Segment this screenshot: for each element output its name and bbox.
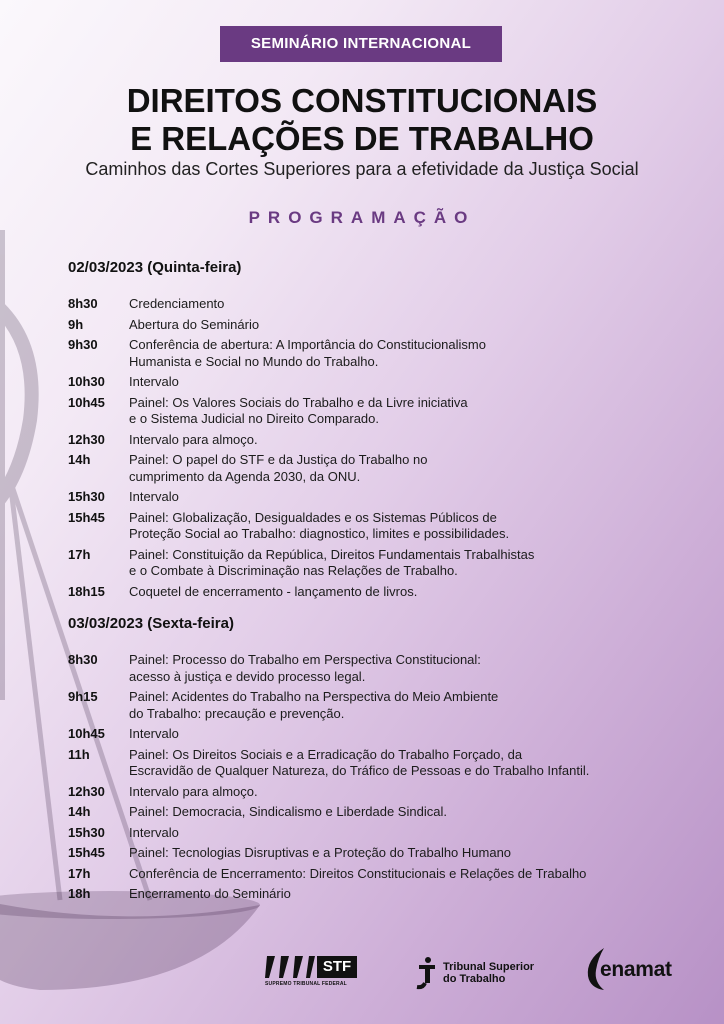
schedule-time: 10h45 [68,394,105,410]
schedule-time: 15h30 [68,489,105,504]
desc-line: Humanista e Social no Mundo do Trabalho. [129,353,379,369]
schedule-desc [129,726,668,743]
desc-line: Encerramento do Seminário [129,886,291,901]
desc-line: Painel: Constituição da República, Direitos Fundamentais Trabalhistas [129,546,535,562]
schedule-time: 17h [68,546,91,562]
section-heading: PROGRAMAÇÃO [248,208,476,227]
stf-caption: SUPREMO TRIBUNAL FEDERAL [265,981,347,987]
enamat-logo [584,946,694,994]
schedule-row [68,452,668,485]
tst-line-1: Tribunal Superior [443,961,535,973]
schedule-time: 9h [68,316,84,332]
title-line-1: DIREITOS CONSTITUCIONAIS [126,82,598,119]
schedule-row [68,825,668,842]
schedule-row [68,489,668,506]
schedule-desc [129,804,668,821]
schedule-time: 10h45 [68,726,105,741]
schedule-row [68,747,668,780]
schedule-time: 11h [68,746,90,762]
enamat-wordmark: enamat [600,958,672,981]
schedule-row [68,784,668,801]
desc-line: Conferência de abertura: A Importância do Constitucionalismo [129,337,486,352]
desc-line: Escravidão de Qualquer Natureza, do Tráfico de Pessoas e do Trabalho Infantil. [129,763,590,778]
schedule-row [68,804,668,821]
schedule-row [68,547,668,580]
schedule-row [68,886,668,903]
desc-line: Painel: Democracia, Sindicalismo e Liberdade Sindical. [129,804,447,819]
desc-line: Painel: Acidentes do Trabalho na Perspectiva do Meio Ambiente [129,689,499,704]
day-date: 02/03/2023 (Quinta-feira) [68,259,242,276]
desc-line: Coquetel de encerramento - lançamento de livros. [129,583,418,599]
schedule-desc [129,296,668,313]
desc-line: e o Combate à Discriminação nas Relações de Trabalho. [129,563,458,578]
schedule-desc [129,510,668,543]
stf-mark-text: STF [317,956,357,978]
desc-line: Intervalo para almoço. [129,783,258,799]
stf-mark [265,956,357,978]
schedule-desc [129,337,668,370]
schedule-time: 15h45 [68,845,105,860]
schedule-desc [129,784,668,801]
page-title [0,82,724,158]
desc-line: Painel: Os Valores Sociais do Trabalho e da Livre iniciativa [129,394,468,410]
tst-logo [415,956,534,990]
day-block-1 [68,259,668,604]
desc-line: Intervalo para almoço. [129,431,258,447]
desc-line: Proteção Social ao Trabalho: diagnostico, limites e possibilidades. [129,526,510,541]
desc-line: Intervalo [129,374,179,389]
desc-line: e o Sistema Judicial no Direito Comparado. [129,411,380,426]
schedule-time: 10h30 [68,374,105,389]
desc-line: Painel: Globalização, Desigualdades e os Sistemas Públicos de [129,509,497,525]
event-badge: SEMINÁRIO INTERNACIONAL [220,26,502,62]
desc-line: acesso à justiça e devido processo legal. [129,668,366,684]
schedule-desc [129,432,668,449]
schedule-row [68,689,668,722]
desc-line: Credenciamento [129,296,225,311]
schedule-row [68,845,668,862]
schedule-time: 14h [68,452,91,467]
schedule-row [68,584,668,601]
schedule-desc [129,452,668,485]
schedule-time: 14h [68,804,91,819]
desc-line: Painel: O papel do STF e da Justiça do Trabalho no [129,452,428,467]
desc-line: Intervalo [129,824,179,840]
schedule-desc [129,652,668,685]
tst-name [443,961,534,985]
schedule-time: 18h [68,886,91,901]
schedule-desc [129,825,668,842]
day-date: 03/03/2023 (Sexta-feira) [68,615,234,632]
desc-line: Painel: Os Direitos Sociais e a Erradicação do Trabalho Forçado, da [129,746,523,762]
desc-line: Abertura do Seminário [129,316,260,332]
schedule-time: 15h30 [68,824,105,840]
schedule-desc [129,547,668,580]
schedule-time: 12h30 [68,783,105,799]
desc-line: Conferência de Encerramento: Direitos Constitucionais e Relações de Trabalho [129,865,587,881]
schedule-row [68,866,668,883]
schedule-desc [129,747,668,780]
desc-line: do Trabalho: precaução e prevenção. [129,705,345,721]
schedule-desc [129,886,668,903]
schedule-time: 15h45 [68,509,105,525]
tst-line-2: do Trabalho [443,973,506,985]
schedule-time: 9h30 [68,337,98,352]
tst-emblem-icon [415,956,439,990]
schedule-time: 18h15 [68,583,105,599]
schedule-desc [129,317,668,334]
footer-logos [0,944,724,1004]
schedule-desc [129,584,668,601]
schedule-row [68,395,668,428]
schedule-row [68,432,668,449]
desc-line: cumprimento da Agenda 2030, da ONU. [129,468,361,484]
schedule-row [68,374,668,391]
schedule-time: 8h30 [68,296,98,311]
schedule-row [68,337,668,370]
schedule-desc [129,489,668,506]
schedule-desc [129,689,668,722]
schedule-row [68,510,668,543]
desc-line: Painel: Processo do Trabalho em Perspectiva Constitucional: [129,652,481,667]
day-block-2 [68,615,668,907]
desc-line: Intervalo [129,489,179,504]
schedule-desc [129,845,668,862]
schedule-time: 9h15 [68,689,98,704]
schedule-time: 12h30 [68,431,105,447]
schedule-row [68,726,668,743]
stf-columns-icon [265,956,317,978]
schedule-time: 17h [68,865,91,881]
schedule-desc [129,395,668,428]
schedule-row [68,296,668,313]
schedule-desc [129,374,668,391]
stf-logo [265,956,357,987]
subtitle: Caminhos das Cortes Superiores para a efetividade da Justiça Social [85,159,639,179]
schedule-row [68,652,668,685]
title-line-2: E RELAÇÕES DE TRABALHO [130,120,594,157]
desc-line: Intervalo [129,726,179,741]
desc-line: Painel: Tecnologias Disruptivas e a Proteção do Trabalho Humano [129,845,512,860]
schedule-row [68,317,668,334]
schedule-time: 8h30 [68,652,98,667]
schedule-desc [129,866,668,883]
